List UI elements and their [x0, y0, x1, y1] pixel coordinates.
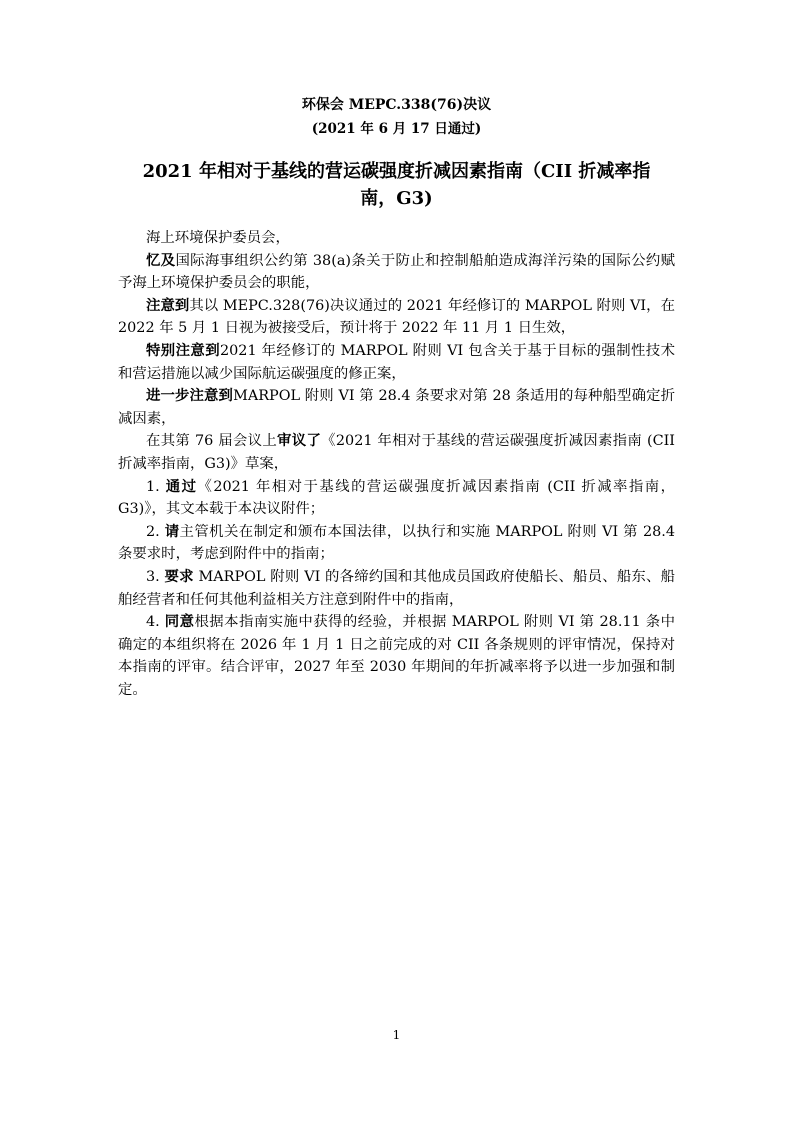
- document-title: [118, 158, 675, 212]
- operative-paragraph-4: [118, 611, 675, 701]
- paragraph-text: 海上环境保护委员会，: [146, 230, 290, 246]
- paragraph-keyword: 特别注意到: [146, 341, 220, 359]
- paragraph-keyword: 要求: [164, 567, 194, 585]
- paragraph-keyword: 通过: [165, 477, 198, 495]
- paragraph-number: 1.: [146, 478, 166, 495]
- paragraph-text: 《2021 年相对于基线的营运碳强度折减因素指南 (CII 折减率指南，G3)》，其文本载于本决议附件；: [118, 478, 675, 518]
- page-number: 1: [392, 1028, 401, 1042]
- title-line-2: 南，G3): [360, 188, 433, 209]
- paragraph-text: 国际海事组织公约第 38(a)条关于防止和控制船舶造成海洋污染的国际公约赋予海上环境保护委员会的职能，: [118, 252, 675, 292]
- resolution-body: [118, 227, 675, 701]
- paragraph-keyword: 请: [164, 522, 180, 540]
- adoption-date: (2021 年 6 月 17 日通过): [311, 121, 482, 137]
- paragraph-text: 《2021 年相对于基线的营运碳强度折减因素指南 (CII 折减率指南，G3)》草案，: [118, 433, 675, 472]
- paragraph-keyword: 忆及: [146, 251, 176, 269]
- paragraph-text: 根据本指南实施中获得的经验，并根据 MARPOL 附则 VI 第 28.11 条中确定的本组织将在 2026 年 1 月 1 日之前完成的对 CII 各条规则的评审情况，保持对本指南的评审。结合评审，2027 年至 2030 年期间的年折减率将予以进一步加强和制定。: [118, 614, 675, 698]
- paragraph-prefix: 在其第 76 届会议上: [146, 433, 278, 450]
- paragraph-text: 2021 年经修订的 MARPOL 附则 VI 包含关于基于目标的强制性技术和营运措施以减少国际航运碳强度的修正案，: [118, 342, 675, 382]
- paragraph-number: 2.: [146, 523, 165, 540]
- paragraph-keyword: 注意到: [146, 296, 190, 314]
- paragraph-noting-in-particular: [118, 340, 675, 385]
- paragraph-keyword: 审议了: [277, 432, 322, 450]
- paragraph-number: 3.: [146, 568, 165, 585]
- paragraph-committee: [118, 227, 675, 250]
- resolution-number: 环保会 MEPC.338(76)决议: [301, 97, 492, 113]
- paragraph-keyword: 同意: [164, 613, 195, 631]
- operative-paragraph-1: [118, 476, 675, 521]
- paragraph-text: 主管机关在制定和颁布本国法律，以执行和实施 MARPOL 附则 VI 第 28.4 条要求时，考虑到附件中的指南；: [118, 523, 675, 563]
- paragraph-noting: [118, 295, 675, 340]
- paragraph-noting-further: [118, 385, 675, 430]
- title-line-1: 2021 年相对于基线的营运碳强度折减因素指南（CII 折减率指: [142, 161, 651, 182]
- paragraph-recalling: [118, 250, 675, 295]
- paragraph-text: 其以 MEPC.328(76)决议通过的 2021 年经修订的 MARPOL 附则 VI，在 2022 年 5 月 1 日视为被接受后，预计将于 2022 年 11 月 1 日生效，: [118, 297, 675, 337]
- paragraph-having-considered: [118, 430, 675, 475]
- paragraph-text: MARPOL 附则 VI 的各缔约国和其他成员国政府使船长、船员、船东、船舶经营者和任何其他利益相关方注意到附件中的指南，: [118, 568, 675, 608]
- paragraph-text: MARPOL 附则 VI 第 28.4 条要求对第 28 条适用的每种船型确定折减因素，: [118, 388, 675, 427]
- operative-paragraph-2: [118, 521, 675, 566]
- paragraph-number: 4.: [146, 614, 165, 631]
- paragraph-keyword: 进一步注意到: [146, 387, 234, 405]
- operative-paragraph-3: [118, 566, 675, 611]
